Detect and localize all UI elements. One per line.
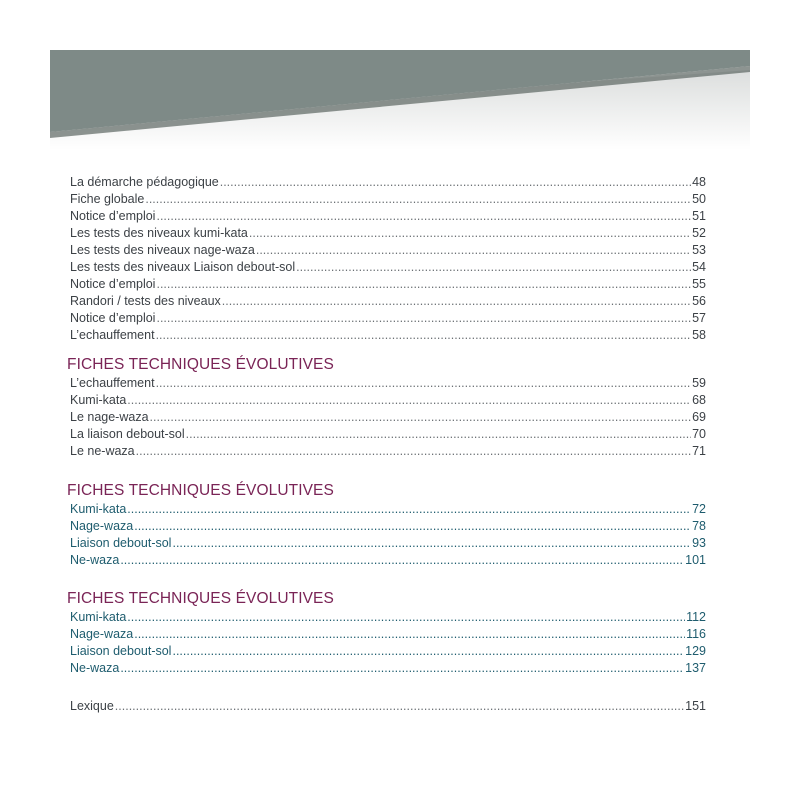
toc-entry[interactable] — [70, 225, 706, 242]
dot-leader — [256, 242, 691, 259]
toc-entry[interactable] — [70, 501, 706, 518]
entry-page: 58 — [692, 328, 706, 342]
toc-entry[interactable] — [70, 535, 706, 552]
entry-page: 151 — [685, 699, 706, 713]
entry-page: 69 — [692, 410, 706, 424]
toc-entry[interactable] — [70, 375, 706, 392]
entry-page: 55 — [692, 277, 706, 291]
entry-page: 78 — [692, 519, 706, 533]
entry-label: L’echauffement — [70, 376, 155, 390]
section-heading: FICHES TECHNIQUES ÉVOLUTIVES — [67, 590, 334, 607]
entry-page: 68 — [692, 393, 706, 407]
entry-page: 93 — [692, 536, 706, 550]
toc-entry[interactable] — [70, 276, 706, 293]
toc-entry[interactable] — [70, 626, 706, 643]
entry-page: 54 — [692, 260, 706, 274]
entry-label: L’echauffement — [70, 328, 155, 342]
entry-page: 116 — [686, 627, 706, 641]
entry-label: Les tests des niveaux nage-waza — [70, 243, 255, 257]
entry-page: 137 — [685, 661, 706, 675]
toc-entry[interactable] — [70, 191, 706, 208]
dot-leader — [172, 643, 684, 660]
dot-leader — [134, 626, 685, 643]
entry-page: 112 — [686, 610, 706, 624]
dot-leader — [120, 660, 684, 677]
entry-label: Kumi-kata — [70, 610, 127, 624]
entry-label: Nage-waza — [70, 519, 134, 533]
dot-leader — [222, 293, 691, 310]
entry-label: Ne-waza — [70, 553, 120, 567]
entry-label: Lexique — [70, 699, 114, 713]
toc-entry[interactable] — [70, 293, 706, 310]
entry-page: 48 — [692, 175, 706, 189]
toc-entry[interactable] — [70, 518, 706, 535]
entry-page: 57 — [692, 311, 706, 325]
entry-page: 71 — [692, 444, 706, 458]
dot-leader — [120, 552, 684, 569]
toc-entry[interactable] — [70, 174, 706, 191]
entry-page: 59 — [692, 376, 706, 390]
entry-label: Les tests des niveaux kumi-kata — [70, 226, 248, 240]
dot-leader — [127, 609, 685, 626]
entry-label: Randori / tests des niveaux — [70, 294, 221, 308]
entry-page: 52 — [692, 226, 706, 240]
dot-leader — [127, 392, 691, 409]
toc-entry[interactable] — [70, 259, 706, 276]
entry-page: 53 — [692, 243, 706, 257]
toc-entry[interactable] — [70, 392, 706, 409]
entry-label: Notice d’emploi — [70, 209, 156, 223]
entry-page: 101 — [685, 553, 706, 567]
entry-page: 72 — [692, 502, 706, 516]
entry-label: Fiche globale — [70, 192, 145, 206]
entry-label: Kumi-kata — [70, 502, 127, 516]
dot-leader — [115, 698, 684, 715]
entry-label: La liaison debout-sol — [70, 427, 185, 441]
entry-label: Ne-waza — [70, 661, 120, 675]
entry-page: 56 — [692, 294, 706, 308]
dot-leader — [172, 535, 691, 552]
entry-page: 70 — [692, 427, 706, 441]
entry-label: Notice d’emploi — [70, 277, 156, 291]
dot-leader — [296, 259, 691, 276]
toc-entry[interactable] — [70, 609, 706, 626]
entry-label: Kumi-kata — [70, 393, 127, 407]
toc-entry[interactable] — [70, 643, 706, 660]
entry-page: 50 — [692, 192, 706, 206]
toc-entry[interactable] — [70, 426, 706, 443]
toc-entry[interactable] — [70, 327, 706, 344]
dot-leader — [145, 191, 691, 208]
toc-entry[interactable] — [70, 409, 706, 426]
section-heading: FICHES TECHNIQUES ÉVOLUTIVES — [67, 356, 334, 373]
section-heading: FICHES TECHNIQUES ÉVOLUTIVES — [67, 482, 334, 499]
toc-entry[interactable] — [70, 310, 706, 327]
entry-label: Le ne-waza — [70, 444, 135, 458]
dot-leader — [156, 375, 692, 392]
dot-leader — [134, 518, 691, 535]
dot-leader — [249, 225, 691, 242]
dot-leader — [150, 409, 692, 426]
toc-entry[interactable] — [70, 443, 706, 460]
entry-page: 129 — [685, 644, 706, 658]
entry-label: Notice d’emploi — [70, 311, 156, 325]
toc-entry[interactable] — [70, 208, 706, 225]
dot-leader — [156, 310, 691, 327]
toc-entry[interactable] — [70, 552, 706, 569]
entry-label: Liaison debout-sol — [70, 536, 172, 550]
dot-leader — [127, 501, 691, 518]
dot-leader — [156, 327, 692, 344]
entry-label: Les tests des niveaux Liaison debout-sol — [70, 260, 296, 274]
entry-page: 51 — [692, 209, 706, 223]
dot-leader — [156, 208, 691, 225]
entry-label: Liaison debout-sol — [70, 644, 172, 658]
dot-leader — [136, 443, 691, 460]
dot-leader — [156, 276, 691, 293]
entry-label: Nage-waza — [70, 627, 134, 641]
dot-leader — [186, 426, 691, 443]
entry-label: La démarche pédagogique — [70, 175, 219, 189]
toc-entry[interactable] — [70, 242, 706, 259]
toc-entry-lexique[interactable] — [70, 698, 706, 715]
toc-entry[interactable] — [70, 660, 706, 677]
dot-leader — [220, 174, 691, 191]
entry-label: Le nage-waza — [70, 410, 149, 424]
